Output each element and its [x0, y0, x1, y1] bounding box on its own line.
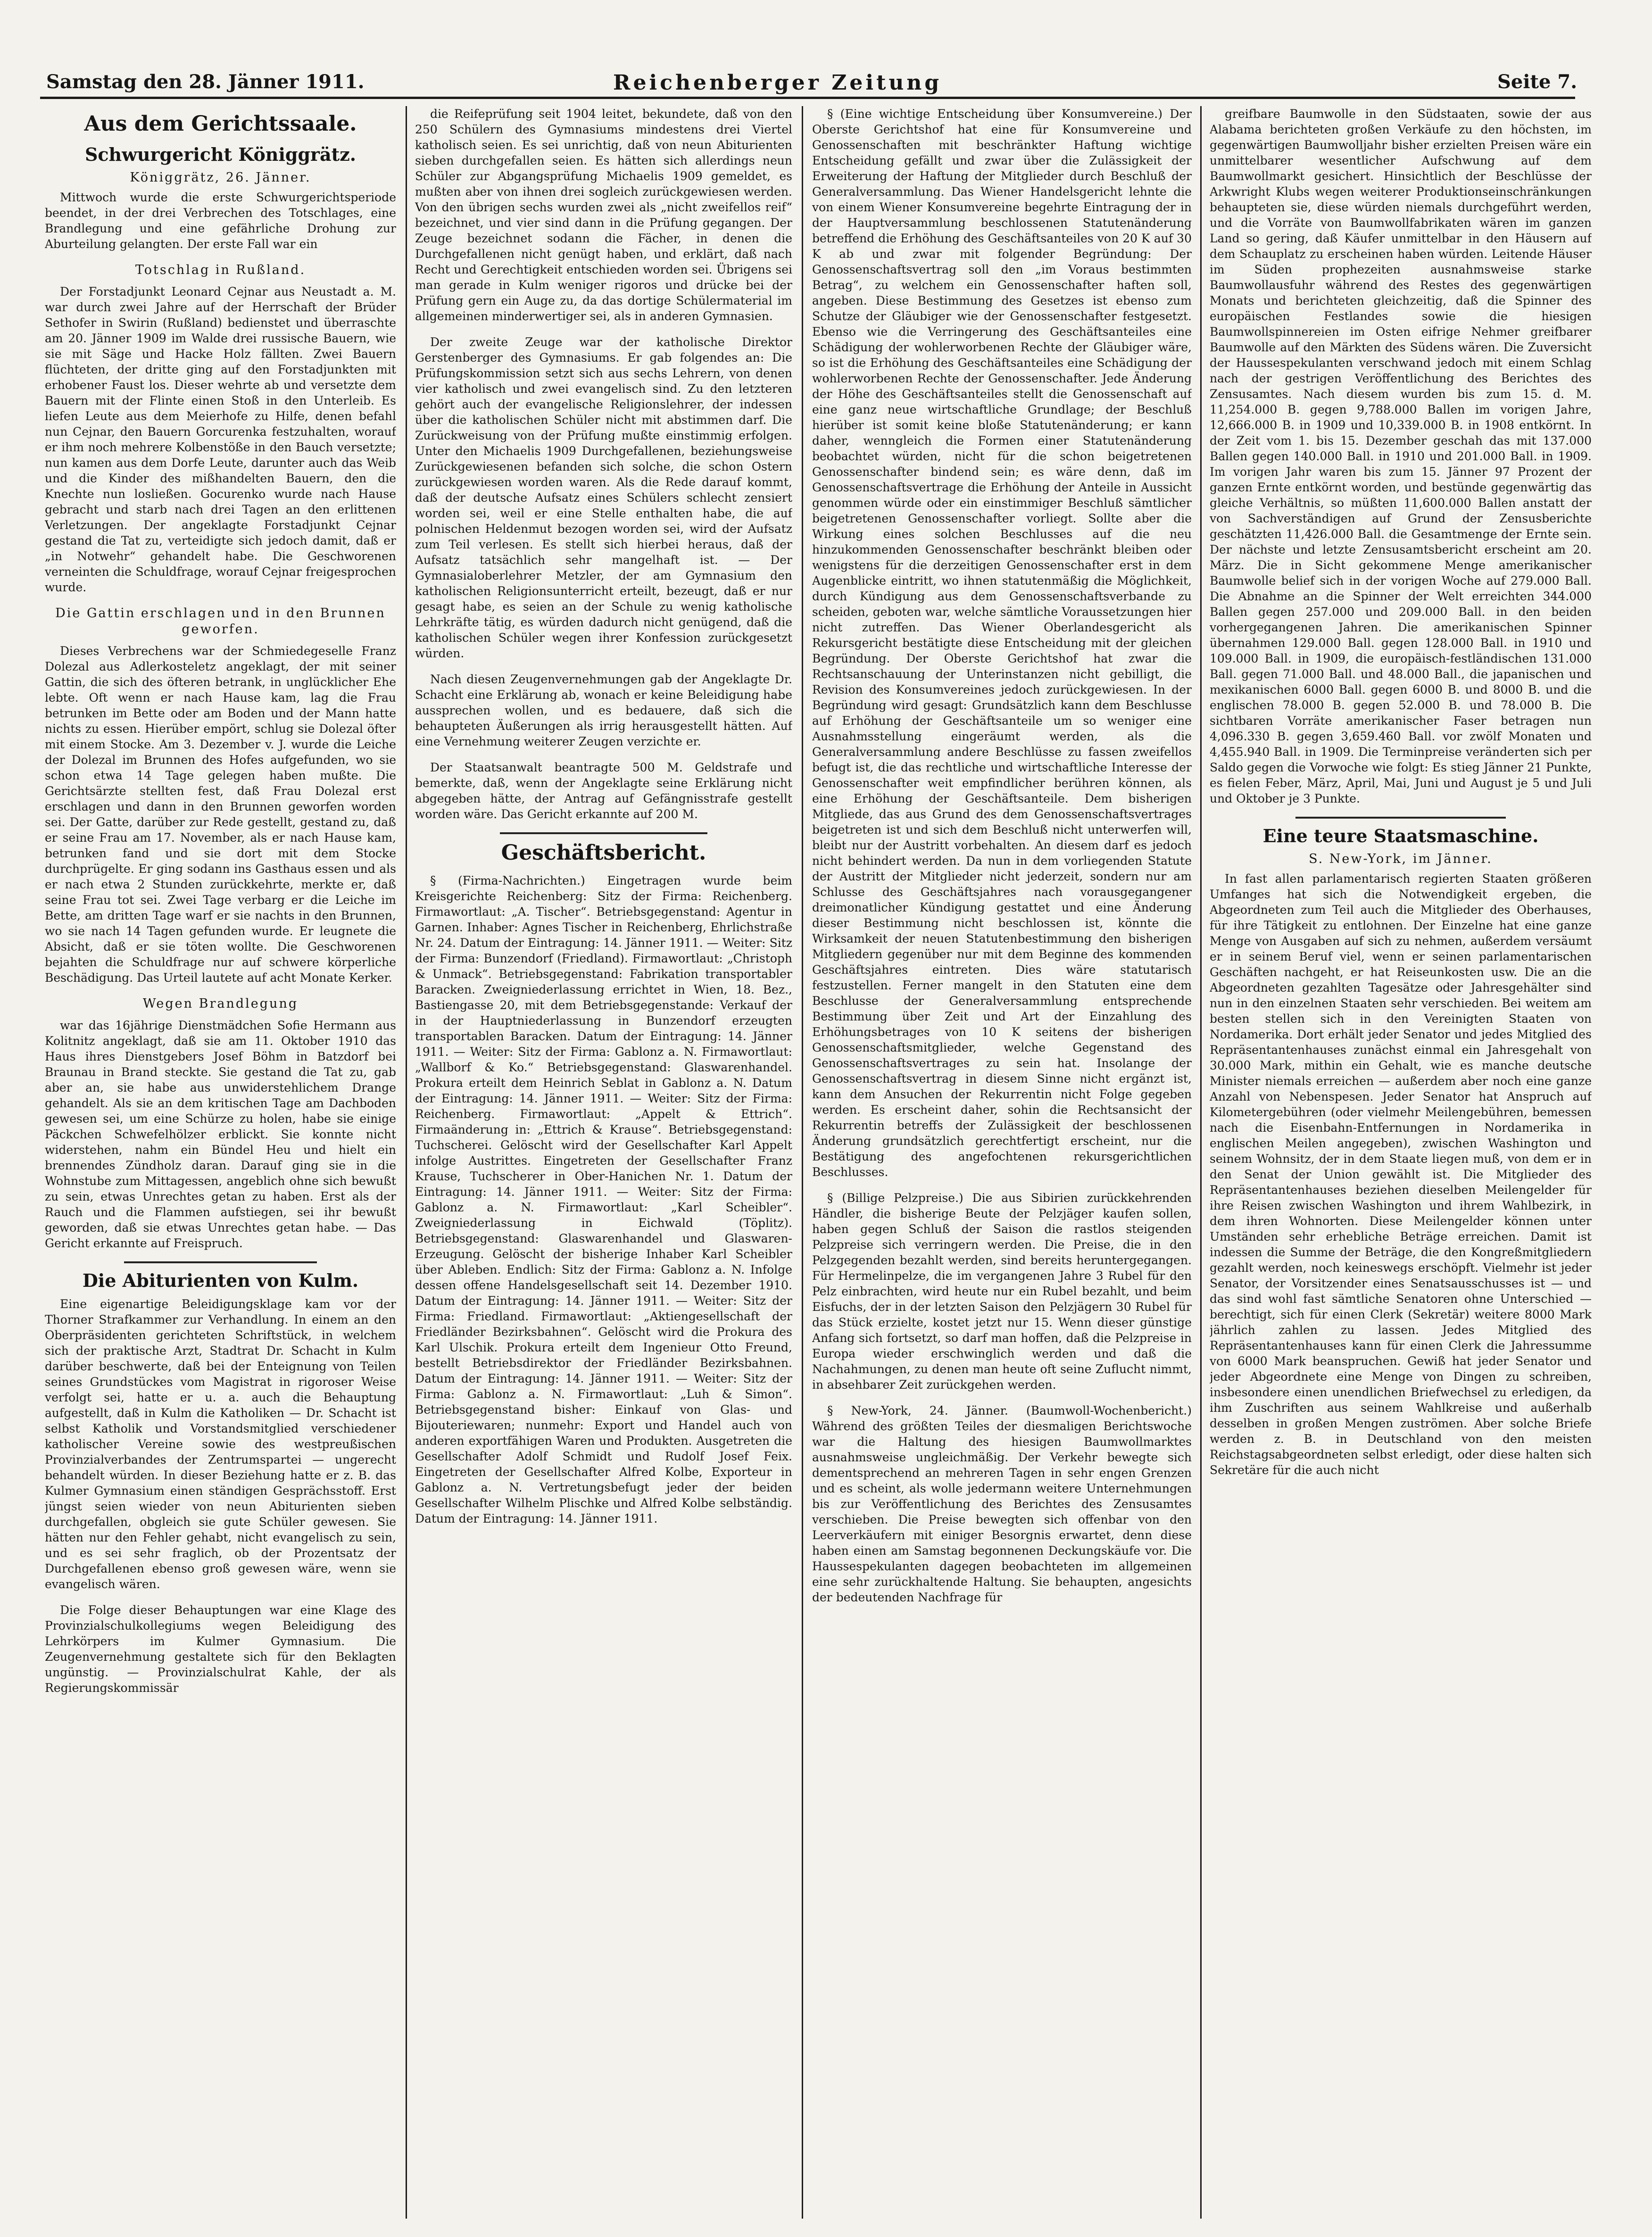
article-paragraph: Mittwoch wurde die erste Schwurgerichtsperiode beendet, in der drei Verbrechen des Totschlages, eine Brandlegung und eine gefährliche Drohung zur Aburteilung gelangten. Der erste Fall war ein [45, 191, 396, 251]
article-paragraph: § New-York, 24. Jänner. (Baumwoll-Wochenbericht.) Während des größten Teiles der diesmaligen Berichtswoche war die Haltung des hiesigen Baumwollmarktes ausnahmsweise ungleichmäßig. Der Verkehr bewegte sich dementsprechend an mehreren Tagen in sehr engen Grenzen und es scheint, als wolle jedermann weitere Unternehmungen bis zur Veröffentlichung des Berichtes des Zensusamtes verschieben. Die Preise bewegten sich offenbar von den Leerverkäufern mit einiger Besorgnis erwartet, denn diese haben einen am Samstag begonnenen Deckungskäufe vor. Die Haussespekulanten dagegen beobachteten im allgemeinen eine sehr zurückhaltende Haltung. Sie behaupten, angesichts der bedeutenden Nachfrage für [812, 1404, 1192, 1604]
header-date: Samstag den 28. Jänner 1911. [46, 71, 365, 93]
column-business-news [812, 106, 1192, 2219]
case-title-arson: Wegen Brandlegung [142, 996, 299, 1011]
column-cotton-state [1210, 106, 1592, 2219]
article-paragraph: greifbare Baumwolle in den Südstaaten, sowie der aus Alabama berichteten großen Verkäufe zu den höchsten, im gegenwärtigen Baumwolljahr bisher erzielten Preisen wäre ein unmittelbarer wesentlicher Aufschwung auf dem Baumwollmarkt gesichert. Hinsichtlich der Beschlüsse der Arkwright Klubs wegen weiterer Produktionseinschränkungen behaupteten sie, diese würden niemals durchgeführt werden, und die Vorräte von Baumwollfabrikaten wären im ganzen Land so gering, daß Käufer unmittelbar in den Häusern auf dem Schauplatz zu erscheinen haben würden. Leitende Häuser im Süden prophezeiten ausnahmsweise starke Baumwollausfuhr während des Restes des gegenwärtigen Monats und berichteten gleichzeitig, daß die Spinner des europäischen Festlandes sowie die hiesigen Baumwollspinnereien im Osten eifrige Nehmer greifbarer Baumwolle auf den Märkten des Südens wären. Die Zuversicht der Haussespekulanten verschwand jedoch mit einem Schlag nach der gestrigen Veröffentlichung des Berichtes des Zensusamtes. Nach diesem wurden bis zum 15. d. M. 11,254.000 B. gegen 9,788.000 Ballen im vorigen Jahre, 12,666.000 B. in 1909 und 10,339.000 B. in 1908 entkörnt. In der Zeit vom 1. bis 15. Dezember geschah das mit 137.000 Ballen gegen 140.000 Ball. in 1910 und 201.000 Ball. in 1909. Im vorigen Jahr waren bis zum 15. Jänner 97 Prozent der ganzen Ernte entkörnt worden, und bestünde gegenwärtig das gleiche Verhältnis, so müßten 11,600.000 Ballen anstatt der von Sachverständigen auf Grund der Zensusberichte geschätzten 11,426.000 Ball. die Gesamtmenge der Ernte sein. Der nächste und letzte Zensusamtsbericht erscheint am 20. März. Die in Sicht gekommene Menge amerikanischer Baumwolle belief sich in der vorigen Woche auf 279.000 Ball. Die Abnahme an die Spinner der Welt erreichten 344.000 Ballen gegen 257.000 und 209.000 Ball. in den beiden vorhergegangenen Jahren. Die amerikanischen Spinner übernahmen 129.000 Ball. gegen 128.000 Ball. in 1910 und 109.000 Ball. in 1909, die europäisch-festländischen 131.000 Ball. gegen 71.000 Ball. und 48.000 Ball., die japanischen und mexikanischen 6000 Ball. gegen 6000 B. und 8000 B. und die englischen 78.000 B. gegen 52.000 B. und 78.000 B. Die sichtbaren Vorräte amerikanischer Faser betragen nun 4,096.330 B. gegen 3,659.460 Ball. vor zwölf Monaten und 4,455.940 Ball. in 1909. Die Terminpreise veränderten sich per Saldo gegen die Vorwoche wie folgt: Es stieg Jänner 21 Punkte, es fielen Feber, März, April, Mai, Juni und August je 5 und Juli und Oktober je 3 Punkte. [1210, 107, 1592, 805]
dateline-new-york: S. New-York, im Jänner. [1309, 852, 1493, 866]
header-rule [40, 97, 1575, 99]
subheading-jury-court: Schwurgericht Königgrätz. [84, 144, 357, 165]
article-paragraph: war das 16jährige Dienstmädchen Sofie Hermann aus Kolitnitz angeklagt, daß sie am 11. Oktober 1910 das Haus ihres Dienstgebers Josef Böhm in Batzdorf bei Braunau in Brand steckte. Sie gestand die Tat zu, gab aber an, sie habe aus unwiderstehlichem Drange gehandelt. Als sie an dem kritischen Tage am Dachboden gewesen sei, um eine Schürze zu holen, habe sie einige Päckchen Schwefelhölzer erblickt. Sie konnte nicht widerstehen, nahm ein Bündel Heu und hielt ein brennendes Zündholz daran. Darauf ging sie in die Wohnstube zum Mittagessen, angeblich ohne sich bewußt zu sein, etwas Unrechtes getan zu haben. Erst als der Rauch und die Flammen aufstiegen, sei ihr bewußt geworden, daß sie etwas Unrechtes getan habe. — Das Gericht erkannte auf Freispruch. [45, 1019, 396, 1250]
article-paragraph: § (Firma-Nachrichten.) Eingetragen wurde beim Kreisgerichte Reichenberg: Sitz der Firma: Reichenberg. Firmawortlaut: „A. Tischer“. Betriebsgegenstand: Agentur in Garnen. Inhaber: Agnes Tischer in Reichenberg, Ehrlichstraße Nr. 24. Datum der Eintragung: 14. Jänner 1911. — Weiter: Sitz der Firma: Bunzendorf (Friedland). Firmawortlaut: „Christoph & Unmack“. Betriebsgegenstand: Fabrikation transportabler Baracken. Zweigniederlassung errichtet in Wien, 18. Bez., Bastiengasse 20, mit dem Betriebsgegenstande: Verkauf der in der Hauptniederlassung in Bunzendorf erzeugten transportablen Baracken. Datum der Eintragung: 14. Jänner 1911. — Weiter: Sitz der Firma: Gablonz a. N. Firmawortlaut: „Wallborf & Ko.“ Betriebsgegenstand: Glaswarenhandel. Prokura erteilt dem Heinrich Seblat in Gablonz a. N. Datum der Eintragung: 14. Jänner 1911. — Weiter: Sitz der Firma: Reichenberg. Firmawortlaut: „Appelt & Ettrich“. Firmaänderung in: „Ettrich & Krause“. Betriebsgegenstand: Tuchscherei. Gelöscht wird der Gesellschafter Karl Appelt infolge Austrittes. Eingetreten der Gesellschafter Franz Krause, Tuchscherer in Ober-Hanichen Nr. 1. Datum der Eintragung: 14. Jänner 1911. — Weiter: Sitz der Firma: Gablonz a. N. Firmawortlaut: „Karl Scheibler“. Zweigniederlassung in Eichwald (Töplitz). Betriebsgegenstand: Glaswarenhandel und Glaswaren-Erzeugung. Gelöscht der bisherige Inhaber Karl Scheibler über Ableben. Endlich: Sitz der Firma: Gablonz a. N. Infolge dessen offene Handelsgesellschaft seit 14. Dezember 1910. Datum der Eintragung: 14. Jänner 1911. — Weiter: Sitz der Firma: Friedland. Firmawortlaut: „Aktiengesellschaft der Friedländer Bezirksbahnen“. Gelöscht wird die Prokura des Karl Ulschik. Prokura erteilt dem Ingenieur Otto Freund, bestellt Betriebsdirektor der Friedländer Bezirksbahnen. Datum der Eintragung: 14. Jänner 1911. — Weiter: Sitz der Firma: Gablonz a. N. Firmawortlaut: „Luh & Simon“. Betriebsgegenstand bisher: Einkauf von Glas- und Bijouteriewaren; nunmehr: Export und Handel auch von anderen exportfähigen Waren und Produkten. Ausgetreten die Gesellschafter Adolf Schmidt und Rudolf Josef Feix. Eingetreten der Gesellschafter Alfred Kolbe, Exporteur in Gablonz a. N. Vertretungsbefugt jeder der beiden Gesellschafter Wilhelm Plischke und Alfred Kolbe selbständig. Datum der Eintragung: 14. Jänner 1911. [415, 874, 792, 1525]
section-rule [500, 832, 707, 834]
article-paragraph: Nach diesen Zeugenvernehmungen gab der Angeklagte Dr. Schacht eine Erklärung ab, wonach er keine Beleidigung habe aussprechen wollen, und es bedauere, daß sich die behaupteten Äußerungen als irrig herausgestellt hätten. Auf eine Vernehmung weiterer Zeugen verzichte er. [415, 672, 792, 748]
column-court-reports [45, 106, 396, 2219]
article-paragraph: Dieses Verbrechens war der Schmiedegeselle Franz Dolezal aus Adlerkosteletz angeklagt, der mit seiner Gattin, die sich des öfteren betrank, in unglücklicher Ehe lebte. Oft wenn er nach Hause kam, lag die Frau betrunken im Bette oder am Boden und der Mann hatte nichts zu essen. Hierüber empört, schlug sie Dolezal öfter mit einem Stocke. Am 3. Dezember v. J. wurde die Leiche der Dolezal im Brunnen des Hofes aufgefunden, wo sie schon etwa 14 Tage gelegen haben mußte. Die Gerichtsärzte stellten fest, daß Frau Dolezal erst erschlagen und dann in den Brunnen geworfen worden sei. Der Gatte, darüber zur Rede gestellt, gestand zu, daß er seine Frau am 17. November, als er nach Hause kam, betrunken fand und sie dort mit dem Stocke durchprügelte. Er ging sodann ins Gasthaus essen und als er nach etwa 2 Stunden zurückkehrte, merkte er, daß seine Frau tot sei. Zwei Tage verbarg er die Leiche im Bette, am dritten Tage warf er sie nachts in den Brunnen, wo sie nach 14 Tagen gefunden wurde. Er leugnete die Absicht, daß er sie töten wollte. Die Geschworenen bejahten die Schuldfrage nur auf schwere körperliche Beschädigung. Das Urteil lautete auf acht Monate Kerker. [45, 644, 396, 985]
case-title-manslaughter: Totschlag in Rußland. [135, 263, 306, 277]
dateline-koeniggraetz: Königgrätz, 26. Jänner. [130, 170, 311, 185]
article-paragraph: Eine eigenartige Beleidigungsklage kam vor der Thorner Strafkammer zur Verhandlung. In einem an den Oberpräsidenten gerichteten Schriftstück, in welchem sich der praktische Arzt, Stadtrat Dr. Schacht in Kulm darüber beschwerte, daß bei der Enteignung von Teilen seines Grundstückes vom Magistrat in rigoroser Weise verfolgt sei, hatte er u. a. auch die Behauptung aufgestellt, daß in Kulm die Katholiken — Dr. Schacht ist selbst Katholik und Vorstandsmitglied verschiedener katholischer Vereine sowie des westpreußischen Provinzialverbandes der Zentrumspartei — ungerecht behandelt würden. In dieser Beziehung hatte er z. B. das Kulmer Gymnasium einen ständigen Gesprächsstoff. Erst jüngst seien wieder von neun Abiturienten sieben durchgefallen, obgleich sie gute Schüler gewesen. Sie hätten nur den Fehler gehabt, nicht evangelisch zu sein, und es sei sehr fraglich, ob der Prozentsatz der Durchgefallenen ebenso groß gewesen wäre, wenn sie evangelisch wären. [45, 1297, 396, 1591]
article-paragraph: Die Folge dieser Behauptungen war eine Klage des Provinzialschulkollegiums wegen Beleidigung des Lehrkörpers im Kulmer Gymnasium. Die Zeugenvernehmung gestaltete sich für den Beklagten ungünstig. — Provinzialschulrat Kahle, der als Regierungskommissär [45, 1603, 396, 1695]
column-divider-1 [406, 106, 407, 2219]
masthead-title: Reichenberger Zeitung [613, 71, 942, 95]
page-number: Seite 7. [1497, 71, 1577, 93]
article-paragraph: Der Forstadjunkt Leonard Cejnar aus Neustadt a. M. war durch zwei Jahre auf der Herrschaft der Brüder Sethofer in Swirin (Rußland) bedienstet und überraschte am 20. Jänner 1909 im Walde drei russische Bauern, wie sie mit Säge und Hacke Holz fällten. Zwei Bauern flüchteten, der dritte ging auf den Forstadjunkten mit erhobener Faust los. Dieser wehrte ab und versetzte dem Bauern mit der Flinte einen Stoß in den Unterleib. Es liefen Leute aus dem Meierhofe zu Hilfe, denen befahl nun Cejnar, den Bauern Gorcurenka festzuhalten, worauf er ihm noch mehrere Kolbenstöße in den Bauch versetzte; nun kamen aus dem Dorfe Leute, darunter auch das Weib und die Kinder des mißhandelten Bauern, den die Knechte nun losließen. Gocurenko wurde nach Hause gebracht und starb nach drei Tagen an den erlittenen Verletzungen. Der angeklagte Forstadjunkt Cejnar gestand die Tat zu, verteidigte sich jedoch damit, daß er „in Notwehr“ gehandelt habe. Die Geschworenen verneinten die Schuldfrage, worauf Cejnar freigesprochen wurde. [45, 285, 396, 594]
section-heading-court: Aus dem Gerichtssaale. [84, 112, 357, 136]
column-court-business [415, 106, 792, 2219]
column-divider-2 [802, 106, 803, 2219]
article-paragraph: Der zweite Zeuge war der katholische Direktor Gerstenberger des Gymnasiums. Er gab folgendes an: Die Prüfungskommission setzt sich aus sechs Lehrern, von denen vier katholisch und zwei evangelisch sind. Zu den letzteren gehört auch der evangelische Religionslehrer, der indessen über die katholischen Schüler nicht mit abstimmen darf. Die Zurückweisung von der Prüfung mußte einstimmig erfolgen. Unter den Michaelis 1909 Durchgefallenen, beziehungsweise Zurückgewiesenen befanden sich solche, die schon Ostern zurückgewiesen worden waren. Als die Rede darauf kommt, daß der deutsche Aufsatz eines Schülers schlecht zensiert worden sei, weil er eine Stelle enthalten habe, die auf polnischen Heldenmut bezogen worden sei, wird der Aufsatz zum Teil verlesen. Es stellt sich hierbei heraus, daß der Aufsatz tatsächlich sehr mangelhaft ist. — Der Gymnasialoberlehrer Metzler, der am Gymnasium den katholischen Religionsunterricht erteilt, bezeugt, daß er nur gesagt habe, es seien an der Schule zu wenig katholische Lehrkräfte tätig, es würden dadurch nicht genügend, daß die katholischen Schüler wegen ihrer Konfession zurückgesetzt würden. [415, 335, 792, 660]
case-title-wife: Die Gattin erschlagen und in den Brunnen geworfen. [55, 606, 386, 637]
section-heading-state-machine: Eine teure Staatsmaschine. [1262, 825, 1539, 846]
article-paragraph: In fast allen parlamentarisch regierten Staaten größeren Umfanges hat sich die Notwendigkeit ergeben, die Abgeordneten zum Teil auch die Mitglieder des Oberhauses, für ihre Tätigkeit zu entlohnen. Der Einzelne hat eine ganze Menge von Ausgaben auf sich zu nehmen, außerdem versäumt er in seinem Beruf viel, wenn er seinen parlamentarischen Geschäften nachgeht, er hat Reiseunkosten usw. Die an die Abgeordneten gezahlten Tagesätze oder Jahresgehälter sind nun in den einzelnen Staaten sehr verschieden. Bei weitem am besten stellen sich in den Vereinigten Staaten von Nordamerika. Dort erhält jeder Senator und jedes Mitglied des Repräsentantenhauses zunächst einmal ein Jahresgehalt von 30.000 Mark, mithin ein Gehalt, wie es manche deutsche Minister niemals erreichen — außerdem aber noch eine ganze Anzahl von Nebenspesen. Jeder Senator hat Anspruch auf Kilometergebühren (oder vielmehr Meilengebühren, bemessen nach die Eisenbahn-Entfernungen in Nordamerika in englischen Meilen angegeben), zwischen Washington und seinem Wohnsitz, der in dem Staate liegen muß, von dem er in den Senat der Union gewählt ist. Die Mitglieder des Repräsentantenhauses beziehen dieselben Meilengelder für ihre Reisen zwischen Washington und ihrem Wahlbezirk, in dem ihren Wohnorten. Diese Meilengelder können unter Umständen sehr erhebliche Beträge erreichen. Damit ist indessen die Summe der Beträge, die den Kongreßmitgliedern gezahlt werden, noch keineswegs erschöpft. Vielmehr ist jeder Senator, der Vorsitzender eines Senatsausschusses ist — und das sind wohl fast sämtliche Senatoren ohne Unterschied — berechtigt, sich für einen Clerk (Sekretär) weitere 8000 Mark jährlich zahlen zu lassen. Jedes Mitglied des Repräsentantenhauses kann für einen Clerk die Jahressumme von 6000 Mark beanspruchen. Gewiß hat jeder Senator und jeder Abgeordnete eine Menge von Dingen zu schreiben, insbesondere einen unendlichen Briefwechsel zu erledigen, da ihm Zuschriften aus seinem Wahlkreise und außerhalb desselben in großen Mengen zuströmen. Aber solche Briefe werden z. B. in Deutschland von den meisten Reichstagsabgeordneten selbst erledigt, oder diese halten sich Sekretäre für die auch nicht [1210, 872, 1592, 1477]
section-rule [124, 1261, 317, 1263]
section-rule [1295, 817, 1506, 819]
article-paragraph: § (Billige Pelzpreise.) Die aus Sibirien zurückkehrenden Händler, die bisherige Beute der Pelzjäger kaufen sollen, haben gegen Schluß der Saison die rastlos steigenden Pelzpreise sich verringern werden. Die Preise, die in den Pelzgegenden bezahlt werden, sind bereits heruntergegangen. Für Hermelinpelze, die im vergangenen Jahre 3 Rubel für den Pelz einbrachten, wird heute nur ein Rubel bezahlt, und beim Eisfuchs, der in der letzten Saison den Pelzjägern 30 Rubel für das Stück erzielte, kostet jetzt nur 15. Wenn dieser günstige Anfang sich fortsetzt, so darf man hoffen, daß die Pelzpreise in Europa wieder erschwinglich werden und daß die Nachahmungen, zu denen man heute oft seine Zuflucht nimmt, in absehbarer Zeit zurückgehen werden. [812, 1191, 1192, 1392]
article-paragraph: Der Staatsanwalt beantragte 500 M. Geldstrafe und bemerkte, daß, wenn der Angeklagte seine Erklärung nicht abgegeben hätte, der Antrag auf Gefängnisstrafe gestellt worden wäre. Das Gericht erkannte auf 200 M. [415, 761, 792, 821]
section-heading-business: Geschäftsbericht. [501, 841, 706, 865]
article-paragraph: die Reifeprüfung seit 1904 leitet, bekundete, daß von den 250 Schülern des Gymnasiums mindestens drei Viertel katholisch seien. Es sei unrichtig, daß von neun Abiturienten sieben durchgefallen seien. Es hätten sich allerdings neun Schüler zur Abgangsprüfung Michaelis 1909 gemeldet, es mußten aber von ihnen drei sogleich zurückgewiesen werden. Von den übrigen sechs wurden zwei als „nicht zweifellos reif“ bezeichnet, und vier sind dann in die Prüfung gegangen. Der Zeuge bezeichnet sodann die Fächer, in denen die Durchgefallenen nicht genügt haben, und erklärt, daß nach Recht und Gerechtigkeit entschieden worden sei. Übrigens sei man gerade in Kulm weniger rigoros und drücke bei der Prüfung gern ein Auge zu, da das dortige Schülermaterial im allgemeinen minderwertiger sei, als in anderen Gymnasien. [415, 107, 792, 323]
section-heading-kulm: Die Abiturienten von Kulm. [82, 1270, 359, 1291]
column-divider-3 [1200, 106, 1202, 2219]
article-paragraph: § (Eine wichtige Entscheidung über Konsumvereine.) Der Oberste Gerichtshof hat eine für Konsumvereine und Genossenschaften mit beschränkter Haftung wichtige Entscheidung gefällt und zwar über die Zulässigkeit der Erweiterung der Haftung der Mitglieder durch Beschluß der Generalversammlung. Das Wiener Handelsgericht lehnte die von einem Wiener Konsumvereine begehrte Eintragung der in der Hauptversammlung beschlossenen Statutenänderung betreffend die Erhöhung des Geschäftsanteiles von 20 K auf 30 K ab und zwar mit folgender Begründung: Der Genossenschaftsvertrag soll den „im Voraus bestimmten Betrag“, zu welchem ein Genossenschafter haften soll, angeben. Diese Bestimmung des Gesetzes ist ebenso zum Schutze der Gläubiger wie der Genossenschafter festgesetzt. Ebenso wie die Verringerung des Geschäftsanteiles eine Schädigung der wohlerworbenen Rechte der Gläubiger wäre, so ist die Erhöhung des Geschäftsanteiles eine Schädigung der wohlerworbenen Rechte der Genossenschafter. Jede Änderung der Höhe des Geschäftsanteiles stellt die Genossenschaft auf eine ganz neue wirtschaftliche Grundlage; der Beschluß hierüber ist somit keine bloße Statutenänderung; er kann daher, wenngleich die Formen einer Statutenänderung beobachtet würden, nicht für die schon beigetretenen Genossenschafter bindend sein; es wäre denn, daß im Genossenschaftsvertrage die Erhöhung der Anteile in Aussicht genommen würde oder ein einstimmiger Beschluß sämtlicher beigetretenen Genossenschafter vorliegt. Sollte aber die Wirkung eines solchen Beschlusses auf die neu hinzukommenden Genossenschafter beschränkt bleiben oder wenigstens für die derzeitigen Genossenschafter erst in dem Augenblicke eintritt, wo ihnen statutenmäßig die Möglichkeit, durch Kündigung aus dem Genossenschaftsverbande zu scheiden, geboten war, welche sämtliche Voraussetzungen hier nicht zutreffen. Das Wiener Oberlandesgericht als Rekursgericht bestätigte diese Entscheidung mit der gleichen Begründung. Der Oberste Gerichtshof hat zwar die Rechtsanschauung der Unterinstanzen nicht gebilligt, die Revision des Konsumvereines jedoch zurückgewiesen. In der Begründung wird gesagt: Grundsätzlich kann dem Beschlusse auf Erhöhung der Geschäftsanteile um so weniger eine Ausnahmsstellung eingeräumt werden, als die Generalversammlung andere Beschlüsse zu fassen zweifellos befugt ist, die das rechtliche und wirtschaftliche Interesse der Genossenschafter weit empfindlicher berühren können, als eine Erhöhung der Geschäftsanteile. Dem bisherigen Mitgliede, das aus Grund des dem Genossenschaftsvertrages beigetreten ist und sich dem Beschluß nicht unterwerfen will, bleibt nur der Austritt vorbehalten. An diesem darf es jedoch nicht behindert werden. Da nun in dem vorliegenden Statute der Austritt der Mitglieder nicht jederzeit, sondern nur am Schlusse des Geschäftsjahres nach vorausgegangener dreimonatlicher Kündigung gestattet und eine Änderung dieser Bestimmung nicht beschlossen ist, könnte die Wirksamkeit der neuen Statutenbestimmung den bisherigen Mitgliedern gegenüber nur mit dem Beginne des kommenden Geschäftsjahres eintreten. Dies wäre statutarisch festzustellen. Ferner mangelt in den Statuten eine dem Beschlusse der Generalversammlung entsprechende Bestimmung über Zeit und Art der Einzahlung des Erhöhungsbetrages von 10 K seitens der bisherigen Genossenschaftsmitglieder, welche Gegenstand des Genossenschaftsvertrages zu sein hat. Insolange der Genossenschaftsvertrag in diesem Sinne nicht ergänzt ist, kann dem Ansuchen der Rekurrentin nicht Folge gegeben werden. Es erscheint daher, sohin die Rechtsansicht der Rekurrentin betreffs der Zulässigkeit der beschlossenen Änderung grundsätzlich gerechtfertigt erscheint, nur die Bestätigung des angefochtenen rekursgerichtlichen Beschlusses. [812, 107, 1192, 1179]
